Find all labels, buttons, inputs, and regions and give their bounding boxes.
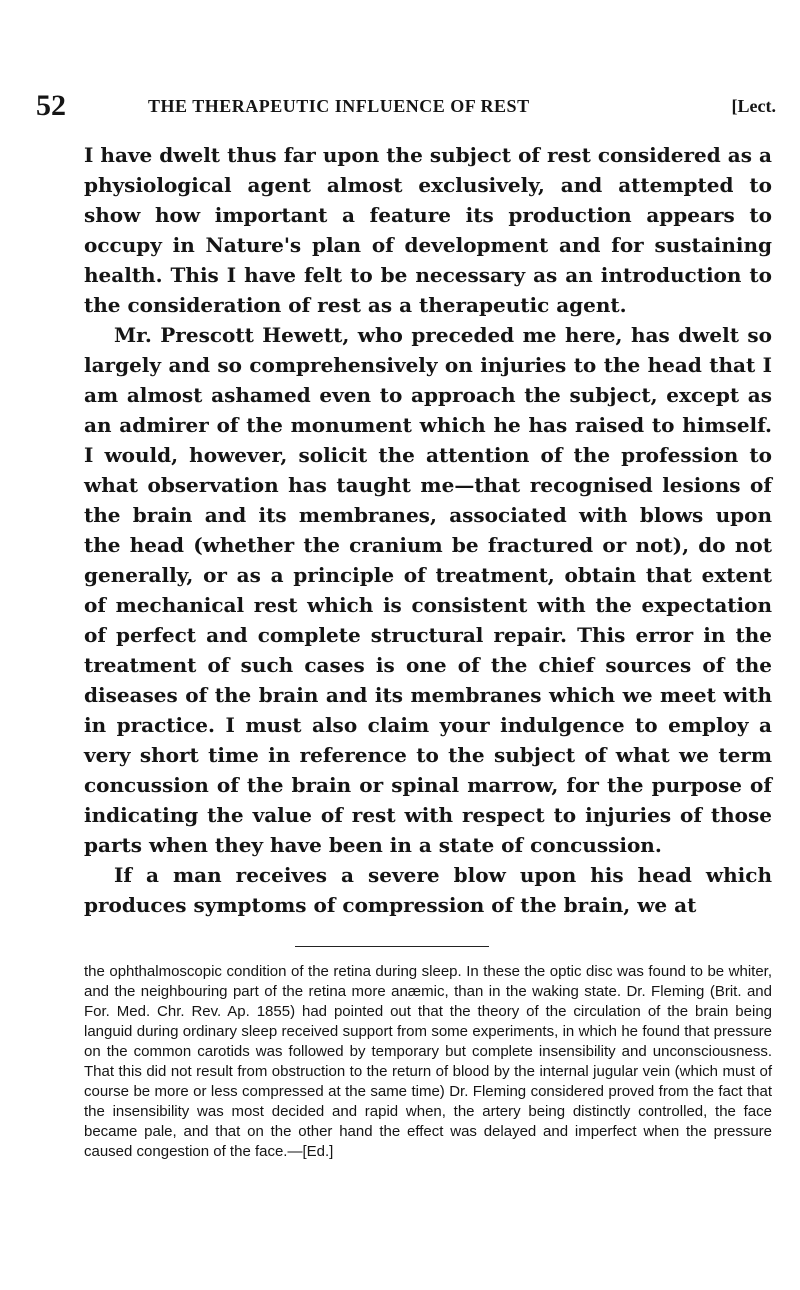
running-title: THE THERAPEUTIC INFLUENCE OF REST [148, 96, 530, 116]
body-paragraph: If a man receives a severe blow upon his head which produces symptoms of compression of the brain, we at [84, 863, 772, 917]
running-head [36, 88, 776, 124]
lecture-mark: [Lect. [731, 96, 776, 116]
footnote: the ophthalmoscopic condition of the retina during sleep. In these the optic disc was found to be whiter, and the neighbouring part of the retina more anæmic, than in the waking state. Dr. Fleming (Brit. and For. Med. Chr. Rev. Ap. 1855) had pointed out that the theory of the circulation of the brain being languid during ordinary sleep received support from some experiments, in which he found that pressure on the common carotids was followed by temporary but complete insensibility and unconsciousness. That this did not result from obstruction to the return of blood by the internal jugular vein (which must of course be more or less compressed at the same time) Dr. Fleming considered proved from the fact that the insensibility was most decided and rapid when, the artery being distinctly controlled, the face became pale, and that on the other hand the effect was delayed and imperfect when the pressure caused congestion of the face.—[Ed.] [84, 963, 772, 1160]
body-text [84, 140, 772, 920]
body-paragraph: I have dwelt thus far upon the subject of rest considered as a physiological agent almost exclusively, and attempted to show how important a feature its production appears to occupy in Nature's plan of development and for sustaining health. This I have felt to be necessary as an introduction to the consideration of rest as a therapeutic agent. [84, 143, 772, 317]
body-paragraph: Mr. Prescott Hewett, who preceded me here, has dwelt so largely and so comprehensively on injuries to the head that I am almost ashamed even to approach the subject, except as an admirer of the monument which he has raised to himself. I would, however, solicit the attention of the profession to what observation has taught me—that recognised lesions of the brain and its membranes, associated with blows upon the head (whether the cranium be fractured or not), do not generally, or as a principle of treatment, obtain that extent of mechanical rest which is consistent with the expectation of perfect and complete structural repair. This error in the treatment of such cases is one of the chief sources of the diseases of the brain and its membranes which we meet with in practice. I must also claim your indulgence to employ a very short time in reference to the subject of what we term concussion of the brain or spinal marrow, for the purpose of indicating the value of rest with respect to injuries of those parts when they have been in a state of concussion. [84, 323, 772, 857]
footnote-divider [295, 946, 489, 947]
page-number: 52 [36, 89, 66, 122]
